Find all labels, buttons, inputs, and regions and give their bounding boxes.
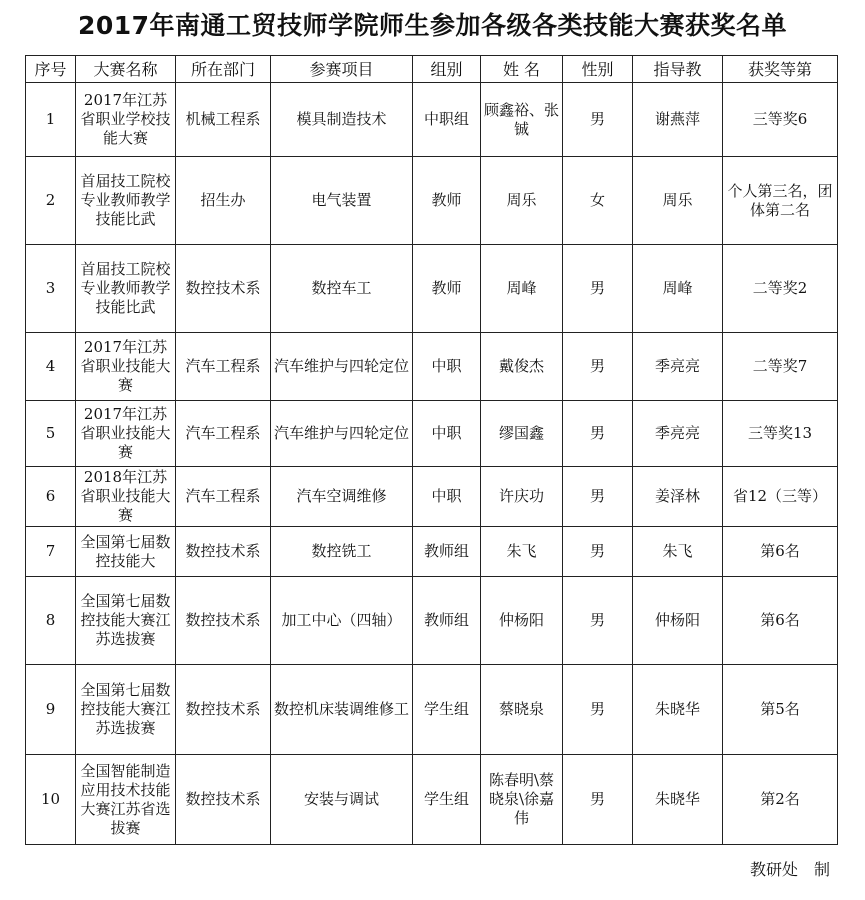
project: 安装与调试 [271,755,413,845]
project: 汽车空调维修 [271,467,413,527]
department: 数控技术系 [176,665,271,755]
gender: 男 [563,577,633,665]
participant-name: 缪国鑫 [481,401,563,467]
gender: 女 [563,157,633,245]
header-award: 获奖等第 [723,56,838,83]
contest-name: 2017年江苏省职业技能大赛 [76,401,176,467]
row-index: 7 [26,527,76,577]
footer-note: 教研处 制 [749,860,830,879]
project: 加工中心（四轴） [271,577,413,665]
award: 第2名 [723,755,838,845]
project: 数控机床装调维修工 [271,665,413,755]
contest-name: 2017年江苏省职业学校技能大赛 [76,83,176,157]
award: 省12（三等） [723,467,838,527]
row-index: 2 [26,157,76,245]
department: 汽车工程系 [176,467,271,527]
header-group: 组别 [413,56,481,83]
participant-name: 陈春明\蔡晓泉\徐嘉伟 [481,755,563,845]
award: 第6名 [723,527,838,577]
project: 数控铣工 [271,527,413,577]
department: 数控技术系 [176,527,271,577]
header-contest: 大赛名称 [76,56,176,83]
department: 汽车工程系 [176,401,271,467]
department: 数控技术系 [176,577,271,665]
group: 学生组 [413,665,481,755]
gender: 男 [563,755,633,845]
table-row [26,245,838,333]
instructor: 季亮亮 [633,401,723,467]
award: 三等奖13 [723,401,838,467]
gender: 男 [563,83,633,157]
award: 第6名 [723,577,838,665]
participant-name: 戴俊杰 [481,333,563,401]
row-index: 1 [26,83,76,157]
instructor: 朱飞 [633,527,723,577]
instructor: 谢燕萍 [633,83,723,157]
instructor: 周乐 [633,157,723,245]
page-title: 2017年南通工贸技师学院师生参加各级各类技能大赛获奖名单 [77,11,788,40]
gender: 男 [563,665,633,755]
header-index: 序号 [26,56,76,83]
contest-name: 全国智能制造应用技术技能大赛江苏省选拔赛 [76,755,176,845]
project: 数控车工 [271,245,413,333]
department: 招生办 [176,157,271,245]
award: 二等奖7 [723,333,838,401]
table-row [26,577,838,665]
instructor: 周峰 [633,245,723,333]
department: 汽车工程系 [176,333,271,401]
participant-name: 周乐 [481,157,563,245]
participant-name: 许庆功 [481,467,563,527]
participant-name: 周峰 [481,245,563,333]
header-department: 所在部门 [176,56,271,83]
gender: 男 [563,467,633,527]
table-row [26,527,838,577]
award: 个人第三名，团体第二名 [723,157,838,245]
project: 汽车维护与四轮定位 [271,333,413,401]
contest-name: 全国第七届数控技能大赛江苏选拔赛 [76,577,176,665]
group: 教师组 [413,577,481,665]
row-index: 3 [26,245,76,333]
table-row [26,755,838,845]
participant-name: 蔡晓泉 [481,665,563,755]
project: 电气装置 [271,157,413,245]
group: 中职 [413,467,481,527]
group: 中职 [413,401,481,467]
row-index: 10 [26,755,76,845]
department: 数控技术系 [176,755,271,845]
instructor: 季亮亮 [633,333,723,401]
contest-name: 全国第七届数控技能大 [76,527,176,577]
table-row [26,665,838,755]
project: 汽车维护与四轮定位 [271,401,413,467]
group: 教师 [413,157,481,245]
table-row [26,333,838,401]
header-name: 姓 名 [481,56,563,83]
row-index: 4 [26,333,76,401]
group: 教师 [413,245,481,333]
contest-name: 2018年江苏省职业技能大赛 [76,467,176,527]
table-row [26,83,838,157]
contest-name: 首届技工院校专业教师教学技能比武 [76,245,176,333]
table-row [26,157,838,245]
instructor: 仲杨阳 [633,577,723,665]
award: 二等奖2 [723,245,838,333]
department: 机械工程系 [176,83,271,157]
row-index: 9 [26,665,76,755]
header-project: 参赛项目 [271,56,413,83]
award: 三等奖6 [723,83,838,157]
project: 模具制造技术 [271,83,413,157]
group: 中职 [413,333,481,401]
participant-name: 朱飞 [481,527,563,577]
contest-name: 首届技工院校专业教师教学技能比武 [76,157,176,245]
award: 第5名 [723,665,838,755]
header-instructor: 指导教 [633,56,723,83]
instructor: 朱晓华 [633,755,723,845]
gender: 男 [563,245,633,333]
awards-table [25,55,838,845]
contest-name: 2017年江苏省职业技能大赛 [76,333,176,401]
participant-name: 仲杨阳 [481,577,563,665]
instructor: 姜泽林 [633,467,723,527]
table-header-row [26,56,838,83]
row-index: 5 [26,401,76,467]
contest-name: 全国第七届数控技能大赛江苏选拔赛 [76,665,176,755]
group: 教师组 [413,527,481,577]
instructor: 朱晓华 [633,665,723,755]
group: 中职组 [413,83,481,157]
department: 数控技术系 [176,245,271,333]
gender: 男 [563,333,633,401]
table-row [26,467,838,527]
table-row [26,401,838,467]
participant-name: 顾鑫裕、张铖 [481,83,563,157]
header-gender: 性别 [563,56,633,83]
row-index: 6 [26,467,76,527]
group: 学生组 [413,755,481,845]
gender: 男 [563,401,633,467]
row-index: 8 [26,577,76,665]
gender: 男 [563,527,633,577]
